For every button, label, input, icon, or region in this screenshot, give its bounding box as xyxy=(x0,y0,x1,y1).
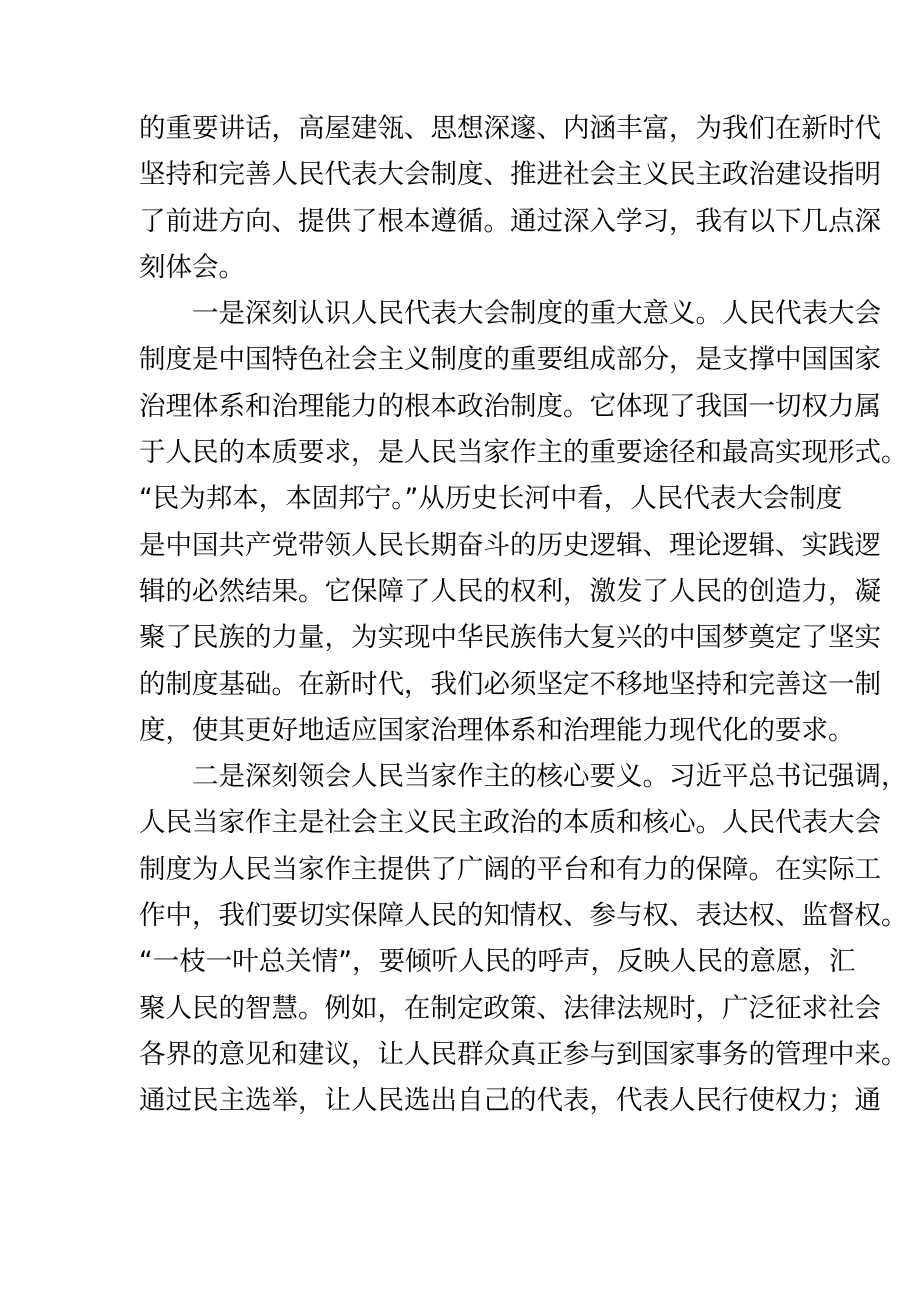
text-line: 作中，我们要切实保障人民的知情权、参与权、表达权、监督权。 xyxy=(139,900,908,932)
text-line: 度，使其更好地适应国家治理体系和治理能力现代化的要求。 xyxy=(139,714,855,746)
text-line: 于人民的本质要求，是人民当家作主的重要途径和最高实现形式。 xyxy=(139,437,908,469)
text-line: “一枝一叶总关情”，要倾听人民的呼声，反映人民的意愿，汇 xyxy=(139,946,856,978)
text-line: 了前进方向、提供了根本遵循。通过深入学习，我有以下几点深 xyxy=(139,205,881,237)
text-line: 刻体会。 xyxy=(139,251,245,283)
text-line: 各界的意见和建议，让人民群众真正参与到国家事务的管理中来。 xyxy=(139,1038,908,1070)
text-line: “民为邦本，本固邦宁。”从历史长河中看，人民代表大会制度 xyxy=(139,483,843,515)
text-line: 制度为人民当家作主提供了广阔的平台和有力的保障。在实际工 xyxy=(139,853,881,885)
text-line: 二是深刻领会人民当家作主的核心要义。习近平总书记强调， xyxy=(192,761,908,793)
text-line: 通过民主选举，让人民选出自己的代表，代表人民行使权力；通 xyxy=(139,1085,881,1117)
text-line: 治理体系和治理能力的根本政治制度。它体现了我国一切权力属 xyxy=(139,390,881,422)
text-line: 的制度基础。在新时代，我们必须坚定不移地坚持和完善这一制 xyxy=(139,668,881,700)
text-line: 聚人民的智慧。例如，在制定政策、法律法规时，广泛征求社会 xyxy=(139,992,881,1024)
text-line: 一是深刻认识人民代表大会制度的重大意义。人民代表大会 xyxy=(192,298,881,330)
paragraph-2 xyxy=(139,291,908,754)
text-line: 聚了民族的力量，为实现中华民族伟大复兴的中国梦奠定了坚实 xyxy=(139,622,881,654)
text-line: 的重要讲话，高屋建瓴、思想深邃、内涵丰富，为我们在新时代 xyxy=(139,113,881,144)
text-line: 人民当家作主是社会主义民主政治的本质和核心。人民代表大会 xyxy=(139,807,881,839)
paragraph-3 xyxy=(139,754,908,1124)
text-line: 坚持和完善人民代表大会制度、推进社会主义民主政治建设指明 xyxy=(139,159,881,191)
document-body xyxy=(139,106,908,1125)
text-line: 制度是中国特色社会主义制度的重要组成部分，是支撑中国国家 xyxy=(139,344,881,376)
text-line: 辑的必然结果。它保障了人民的权利，激发了人民的创造力，凝 xyxy=(139,575,881,607)
text-line: 是中国共产党带领人民长期奋斗的历史逻辑、理论逻辑、实践逻 xyxy=(139,529,881,561)
paragraph-1 xyxy=(139,106,881,291)
